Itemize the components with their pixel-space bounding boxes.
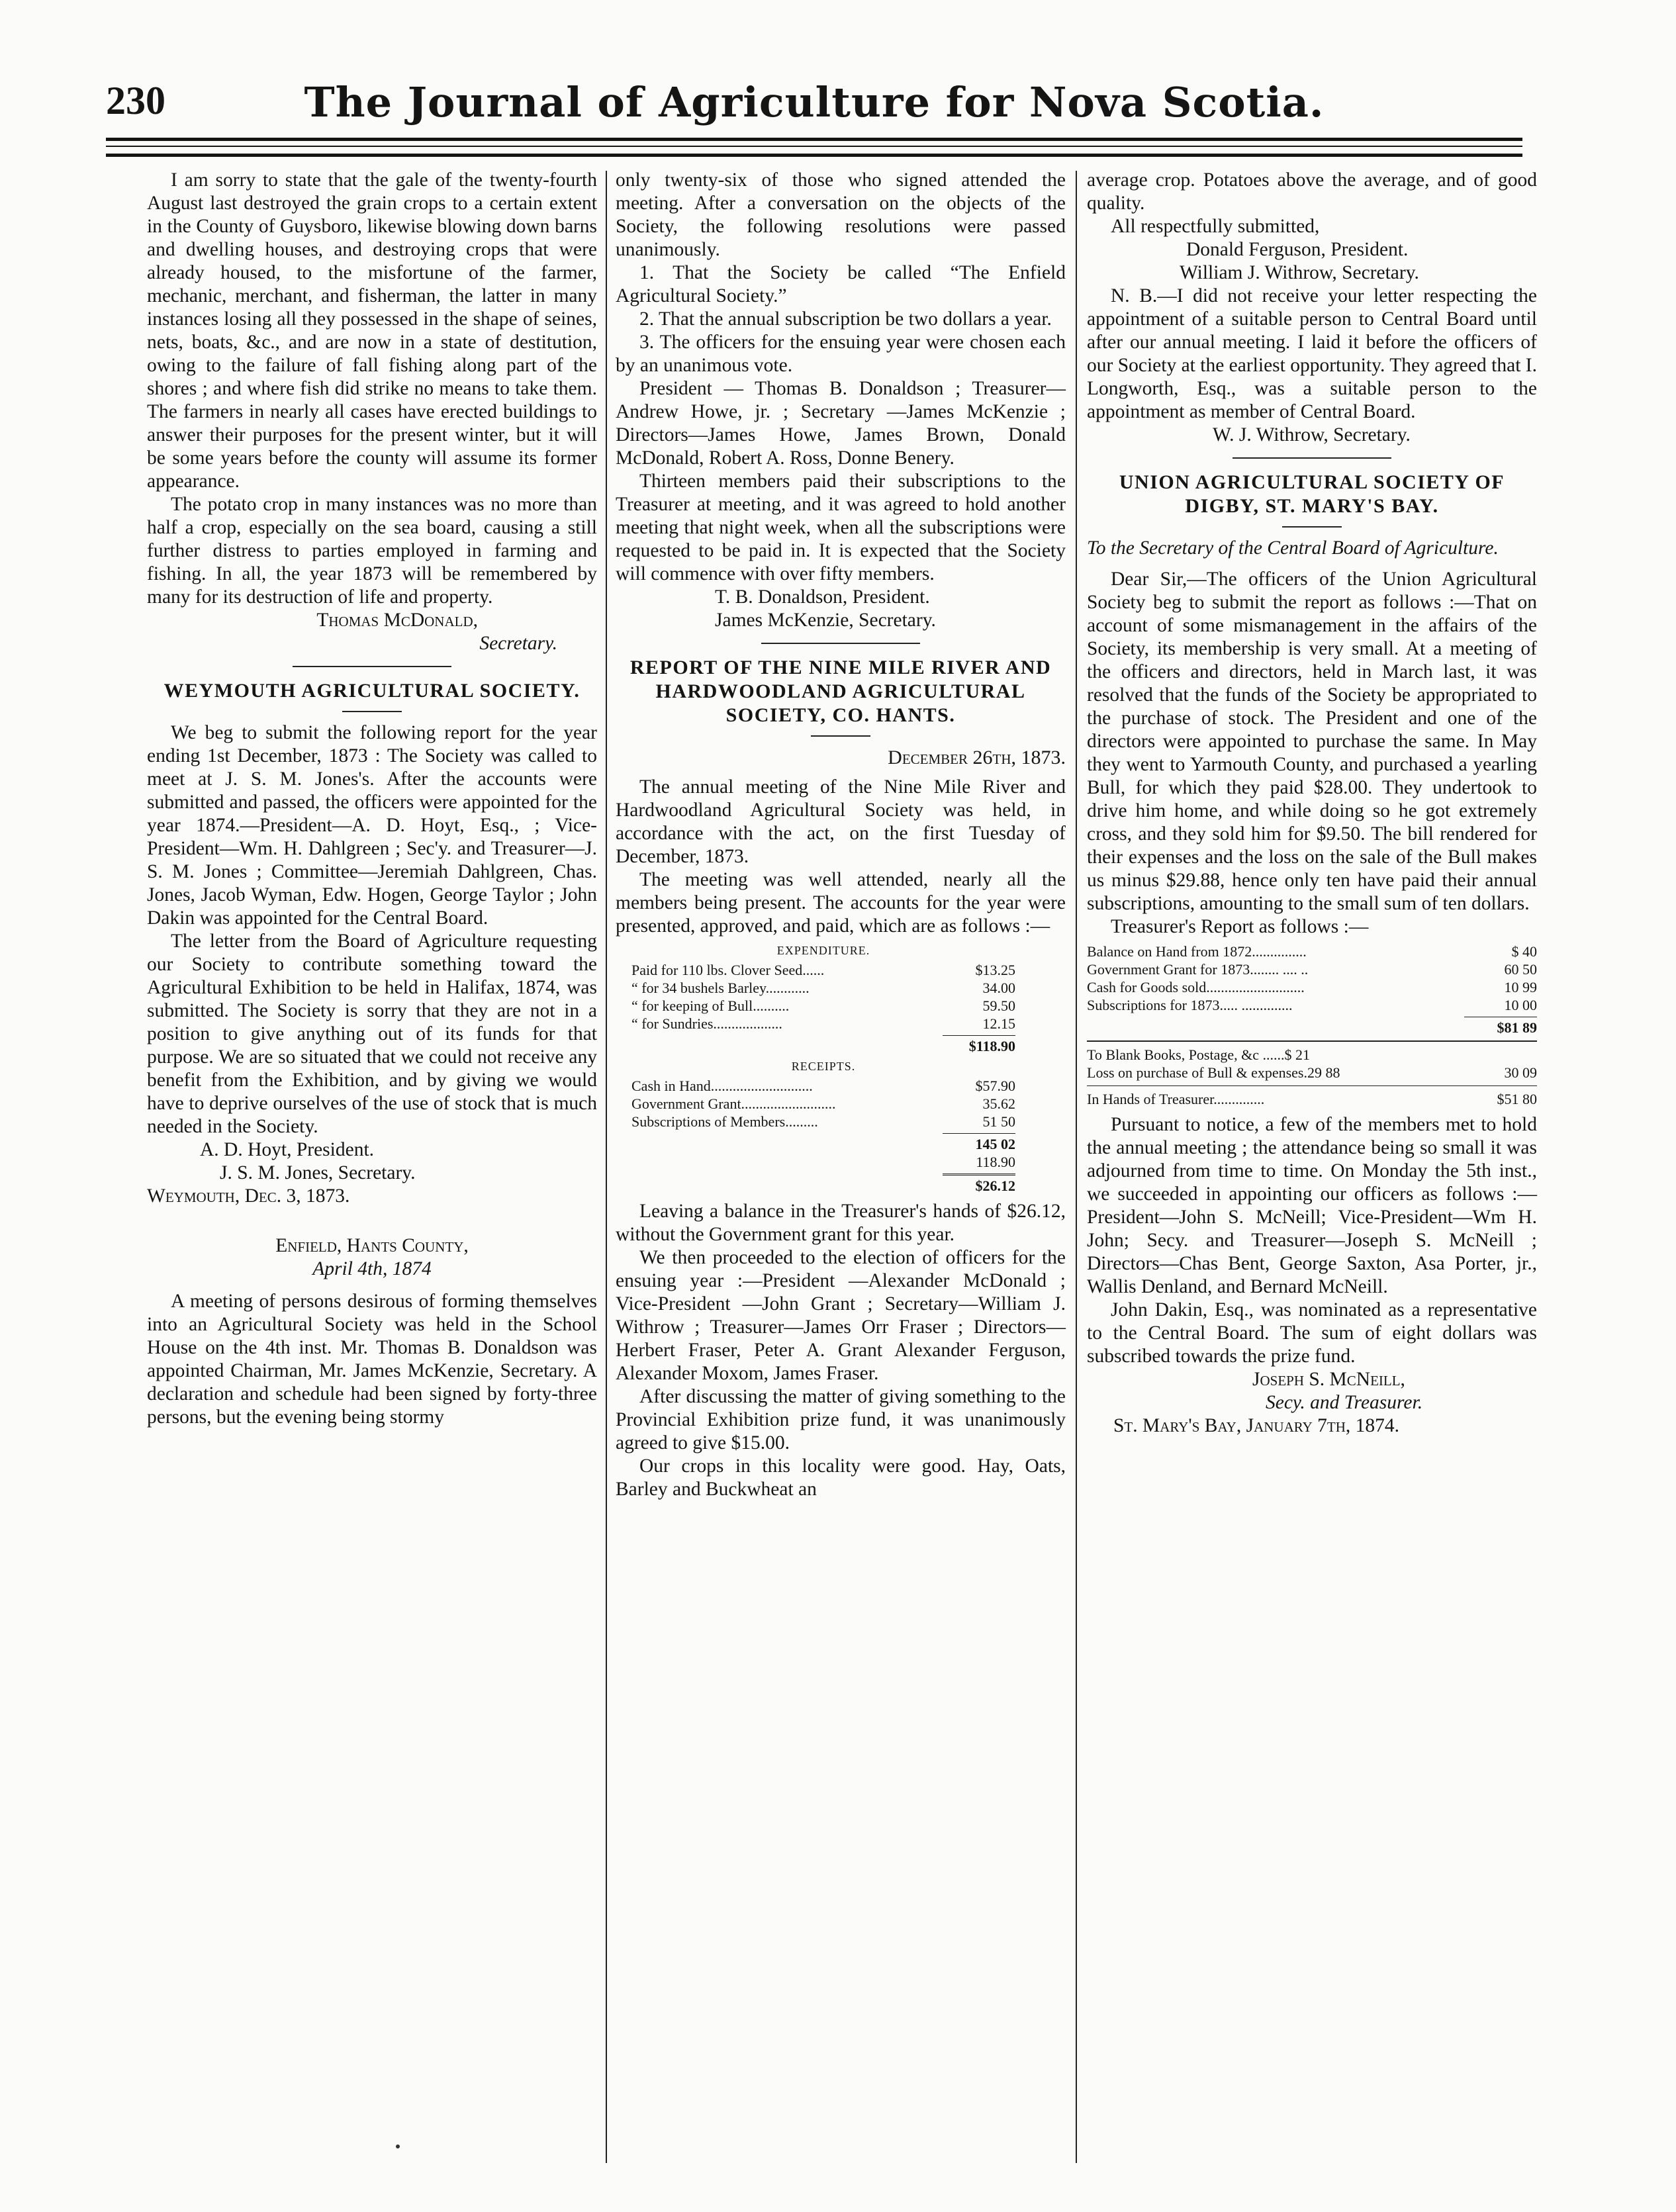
row-item: Government Grant..........................: [631, 1095, 836, 1112]
guysboro-paragraph: I am sorry to state that the gale of the twenty-fourth August last destroyed the grain crops to a certain extent in the County of Guysboro, likewise blowing down barns and dwelling houses, and destroying crops that were already housed, to the misfortune of the farmer, mechanic, merchant, and fisherman, the latter in many instances losing all they possessed in the shape of seines, nets, boats, &c., and are now in a state of destitution, owing to the failure of fall fishing along part of the shores ; and where fish did strike no means to take them. The farmers in nearly all cases have erected buildings to answer their purposes for the present winter, but it will be some years before the county will assume its former appearance.: [147, 169, 597, 492]
in-hands-amount: $51 80: [1497, 1091, 1537, 1107]
table-row: [631, 961, 1015, 979]
weymouth-heading: WEYMOUTH AGRICULTURAL SOCIETY.: [163, 680, 581, 702]
accounts-table: [631, 942, 1015, 1195]
table-row: [1087, 943, 1537, 960]
section-divider: [293, 666, 451, 667]
potato-paragraph: The potato crop in many instances was no more than half a crop, especially on the sea board, causing a still further distress to parties employed in farming and fishing. In all, the year 1873 will be remembered by many for its destruction of life and property.: [147, 494, 597, 608]
column-middle: [616, 169, 1066, 1501]
row-amount: 34.00: [982, 980, 1015, 996]
election-paragraph: We then proceeded to the election of officers for the ensuing year :—President —Alexander McDonald ; Vice-President —John Grant ; Secretary—William J. Withrow ; Treasurer—James Orr Fraser ; Directors—Herbert Fraser, Peter A. Grant Alexander Ferguson, Alexander Moxom, James Fraser.: [616, 1247, 1066, 1384]
row-amount: 51 50: [982, 1113, 1015, 1130]
prize-fund-paragraph: After discussing the matter of giving something to the Provincial Exhibition prize fund, it was unanimously agreed to give $15.00.: [616, 1386, 1066, 1453]
row-amount: 59.50: [982, 997, 1015, 1014]
table-row: [1087, 1090, 1537, 1108]
accounts-paragraph: The meeting was well attended, nearly all the members being present. The accounts for the year were presented, approved, and paid, which are as follows :—: [616, 869, 1066, 937]
row-amount: 60 50: [1504, 961, 1537, 978]
signature-title: Secretary.: [479, 633, 557, 654]
row-amount: 10 00: [1504, 997, 1537, 1013]
heading-rule: [342, 711, 402, 712]
respectfully-submitted: All respectfully submitted,: [1111, 216, 1320, 237]
row-amount: 35.62: [982, 1095, 1015, 1112]
section-divider: [761, 643, 920, 644]
row-item: Balance on Hand from 1872...............: [1087, 943, 1307, 960]
nine-mile-river-heading: REPORT OF THE NINE MILE RIVER AND HARDWOODLAND AGRICULTURAL SOCIETY, CO. HANTS.: [629, 657, 1052, 726]
crops-paragraph: Our crops in this locality were good. Hay, Oats, Barley and Buckwheat an: [616, 1455, 1066, 1500]
closing-signature-name: Joseph S. McNeill,: [1252, 1369, 1405, 1390]
table-row: [1087, 978, 1537, 996]
column-separator: [606, 171, 607, 2163]
column-separator: [1076, 171, 1077, 2163]
treasurer-report-intro: Treasurer's Report as follows :—: [1111, 916, 1369, 937]
balance-paragraph: Leaving a balance in the Treasurer's hands of $26.12, without the Government grant for this year.: [616, 1201, 1066, 1245]
heading-rule: [1282, 526, 1342, 528]
weymouth-signature-secretary: J. S. M. Jones, Secretary.: [220, 1162, 416, 1183]
stray-mark: [396, 2144, 400, 2148]
enfield-date: April 4th, 1874: [312, 1258, 432, 1279]
table-row: [631, 1095, 1015, 1113]
row-item: “ for Sundries...................: [631, 1015, 782, 1032]
row-amount: 30 09: [1504, 1064, 1537, 1081]
resolution-1: 1. That the Society be called “The Enfield Agricultural Society.”: [616, 262, 1066, 306]
nota-bene: N. B.—I did not receive your letter respecting the appointment of a suitable person to Central Board until after our annual meeting. I laid it before the officers of our Society at the earliest opportunity. They agreed that I. Longworth, Esq., was a suitable person to the appointment as member of Central Board.: [1087, 285, 1537, 422]
page-header: [106, 78, 1522, 138]
column-right: [1087, 169, 1537, 1438]
central-board-paragraph: John Dakin, Esq., was nominated as a representative to the Central Board. The sum of eight dollars was subscribed towards the prize fund.: [1087, 1299, 1537, 1367]
signature-secretary: William J. Withrow, Secretary.: [1180, 262, 1419, 283]
treasurer-total: $81 89: [1464, 1017, 1537, 1037]
union-report-paragraph: Dear Sir,—The officers of the Union Agricultural Society beg to submit the report as follows :—That on account of some mismanagement in the affairs of the Society, its membership is very small. At a meeting of the officers and directors, held in March last, it was resolved that the funds of the Society be appropriated to the purchase of stock. The President and one of the directors were appointed to purchase the same. In May they went to Yarmouth County, and purchased a yearling Bull, for which they paid $28.00. They undertook to drive him home, and while doing so he got extremely cross, and they sold him for $9.50. The bill rendered for their expenses and the loss on the sale of the Bull makes us minus $29.88, hence only ten have paid their annual subscriptions, amounting to the small sum of ten dollars.: [1087, 569, 1537, 914]
row-item: Cash for Goods sold...........................: [1087, 979, 1305, 995]
table-row: [1087, 996, 1537, 1014]
annual-meeting-paragraph: Pursuant to notice, a few of the members met to hold the annual meeting ; the attendance being so small it was adjourned from time to time. On Monday the 5th inst., we succeeded in appointing our officers as follows :—President—John S. McNeill; Vice-President—Wm H. John; Secy. and Treasurer—Joseph S. McNeill ; Directors—Chas Bent, George Saxton, Asa Porter, jr., Wallis Denland, and Bernard McNeill.: [1087, 1114, 1537, 1297]
annual-meeting-paragraph: The annual meeting of the Nine Mile River and Hardwoodland Agricultural Society was held, in accordance with the act, on the first Tuesday of December, 1873.: [616, 776, 1066, 867]
expenditure-caption: EXPENDITURE.: [776, 944, 870, 957]
union-society-heading: UNION AGRICULTURAL SOCIETY OF DIGBY, ST. MARY'S BAY.: [1119, 471, 1505, 517]
table-row: [1087, 1046, 1537, 1064]
receipts-caption: RECEIPTS.: [791, 1060, 856, 1073]
row-item: Subscriptions for 1873..... ..............: [1087, 997, 1293, 1013]
expenditure-total: $118.90: [943, 1035, 1015, 1055]
journal-title: The Journal of Agriculture for Nova Scotia.: [304, 78, 1325, 126]
nine-mile-river-date: December 26th, 1873.: [888, 747, 1066, 768]
enfield-signature-president: T. B. Donaldson, President.: [715, 586, 930, 608]
weymouth-signature-president: A. D. Hoyt, President.: [200, 1139, 375, 1160]
enfield-heading: Enfield, Hants County,: [275, 1235, 469, 1256]
heading-rule: [811, 735, 870, 737]
nota-bene-signature: W. J. Withrow, Secretary.: [1213, 424, 1411, 445]
weymouth-report: We beg to submit the following report for the year ending 1st December, 1873 : The Society was called to meet at J. S. M. Jones's. After the accounts were submitted and passed, the officers were appointed for the year 1874.—President—A. D. Hoyt, Esq., ; Vice-President—Wm. H. Dahlgreen ; Sec'y. and Treasurer—J. S. M. Jones ; Committee—Jeremiah Dahlgreen, Chas. Jones, Jacob Wyman, Edw. Hogen, George Taylor ; John Dakin was appointed for the Central Board.: [147, 722, 597, 929]
header-rule: [106, 138, 1522, 141]
enfield-continuation: only twenty-six of those who signed attended the meeting. After a conversation on the objects of the Society, the following resolutions were passed unanimously.: [616, 169, 1066, 260]
table-divider: [1087, 1040, 1537, 1042]
column-left: [147, 169, 597, 1429]
header-rule-thin: [106, 146, 1522, 147]
row-item: Loss on purchase of Bull & expenses.29 88: [1087, 1064, 1340, 1081]
table-row: [1087, 960, 1537, 978]
row-amount: 12.15: [982, 1015, 1015, 1032]
closing-signature-title: Secy. and Treasurer.: [1266, 1392, 1423, 1413]
treasurer-table: [1087, 943, 1537, 1108]
row-amount: [1477, 1046, 1537, 1064]
table-row: [631, 979, 1015, 997]
resolution-2: 2. That the annual subscription be two dollars a year.: [639, 308, 1052, 330]
enfield-signature-secretary: James McKenzie, Secretary.: [715, 610, 936, 631]
table-row: [631, 1015, 1015, 1033]
enfield-subscriptions: Thirteen members paid their subscriptions to the Treasurer at meeting, and it was agreed to hold another meeting that night week, when all the subscriptions were requested to be paid in. It is expected that the Society will commence with over fifty members.: [616, 471, 1066, 584]
table-row: [631, 1077, 1015, 1095]
weymouth-letter: The letter from the Board of Agriculture requesting our Society to contribute something toward the Agricultural Exhibition to be held in Halifax, 1874, was submitted. The Society is sorry that they are not in a position to give anything out of its funds for that purpose. We are so situated that we could not receive any benefit from the Exhibition, and by giving we would have to deprive ourselves of the use of stock that is much needed in the Society.: [147, 931, 597, 1137]
receipts-total: 145 02: [943, 1133, 1015, 1153]
signature-president: Donald Ferguson, President.: [1186, 239, 1409, 260]
signature-name: Thomas McDonald,: [316, 610, 478, 631]
row-item: “ for keeping of Bull..........: [631, 997, 790, 1014]
row-item: Subscriptions of Members.........: [631, 1113, 818, 1130]
enfield-meeting-paragraph: A meeting of persons desirous of forming themselves into an Agricultural Society was held in the School House on the 4th inst. Mr. Thomas B. Donaldson was appointed Chairman, Mr. James McKenzie, Secretary. A declaration and schedule had been signed by forty-three persons, but the evening being stormy: [147, 1291, 597, 1428]
closing-dateline: St. Mary's Bay, January 7th, 1874.: [1113, 1415, 1399, 1436]
in-hands-label: In Hands of Treasurer..............: [1087, 1091, 1265, 1107]
balance-total: $26.12: [943, 1174, 1015, 1195]
row-amount: $57.90: [975, 1078, 1015, 1094]
table-row: [1087, 1064, 1537, 1082]
row-item: Cash in Hand............................: [631, 1078, 813, 1094]
table-divider: [1087, 1085, 1537, 1087]
section-divider: [1233, 457, 1391, 459]
page-number: 230: [106, 79, 165, 122]
enfield-officers: President — Thomas B. Donaldson ; Treasurer—Andrew Howe, jr. ; Secretary —James McKenzie ; Directors—James Howe, James Brown, Donald McDonald, Robert A. Ross, Donne Benery.: [616, 378, 1066, 469]
row-item: To Blank Books, Postage, &c ......$ 21: [1087, 1046, 1311, 1063]
weymouth-dateline: Weymouth, Dec. 3, 1873.: [147, 1185, 350, 1207]
row-item: Paid for 110 lbs. Clover Seed......: [631, 962, 825, 978]
row-amount: $13.25: [975, 962, 1015, 978]
row-item: “ for 34 bushels Barley............: [631, 980, 810, 996]
crops-continuation: average crop. Potatoes above the average, and of good quality.: [1087, 169, 1537, 214]
table-row: [631, 1113, 1015, 1130]
header-rule-lower: [106, 154, 1522, 157]
row-amount: $ 40: [1511, 943, 1537, 960]
table-row: [631, 997, 1015, 1015]
addressee-line: To the Secretary of the Central Board of Agriculture.: [1087, 537, 1499, 559]
resolution-3: 3. The officers for the ensuing year were chosen each by an unanimous vote.: [616, 332, 1066, 376]
row-item: Government Grant for 1873........ .... ..: [1087, 961, 1309, 978]
receipts-less-expenditure: 118.90: [976, 1154, 1015, 1170]
row-amount: 10 99: [1504, 979, 1537, 995]
